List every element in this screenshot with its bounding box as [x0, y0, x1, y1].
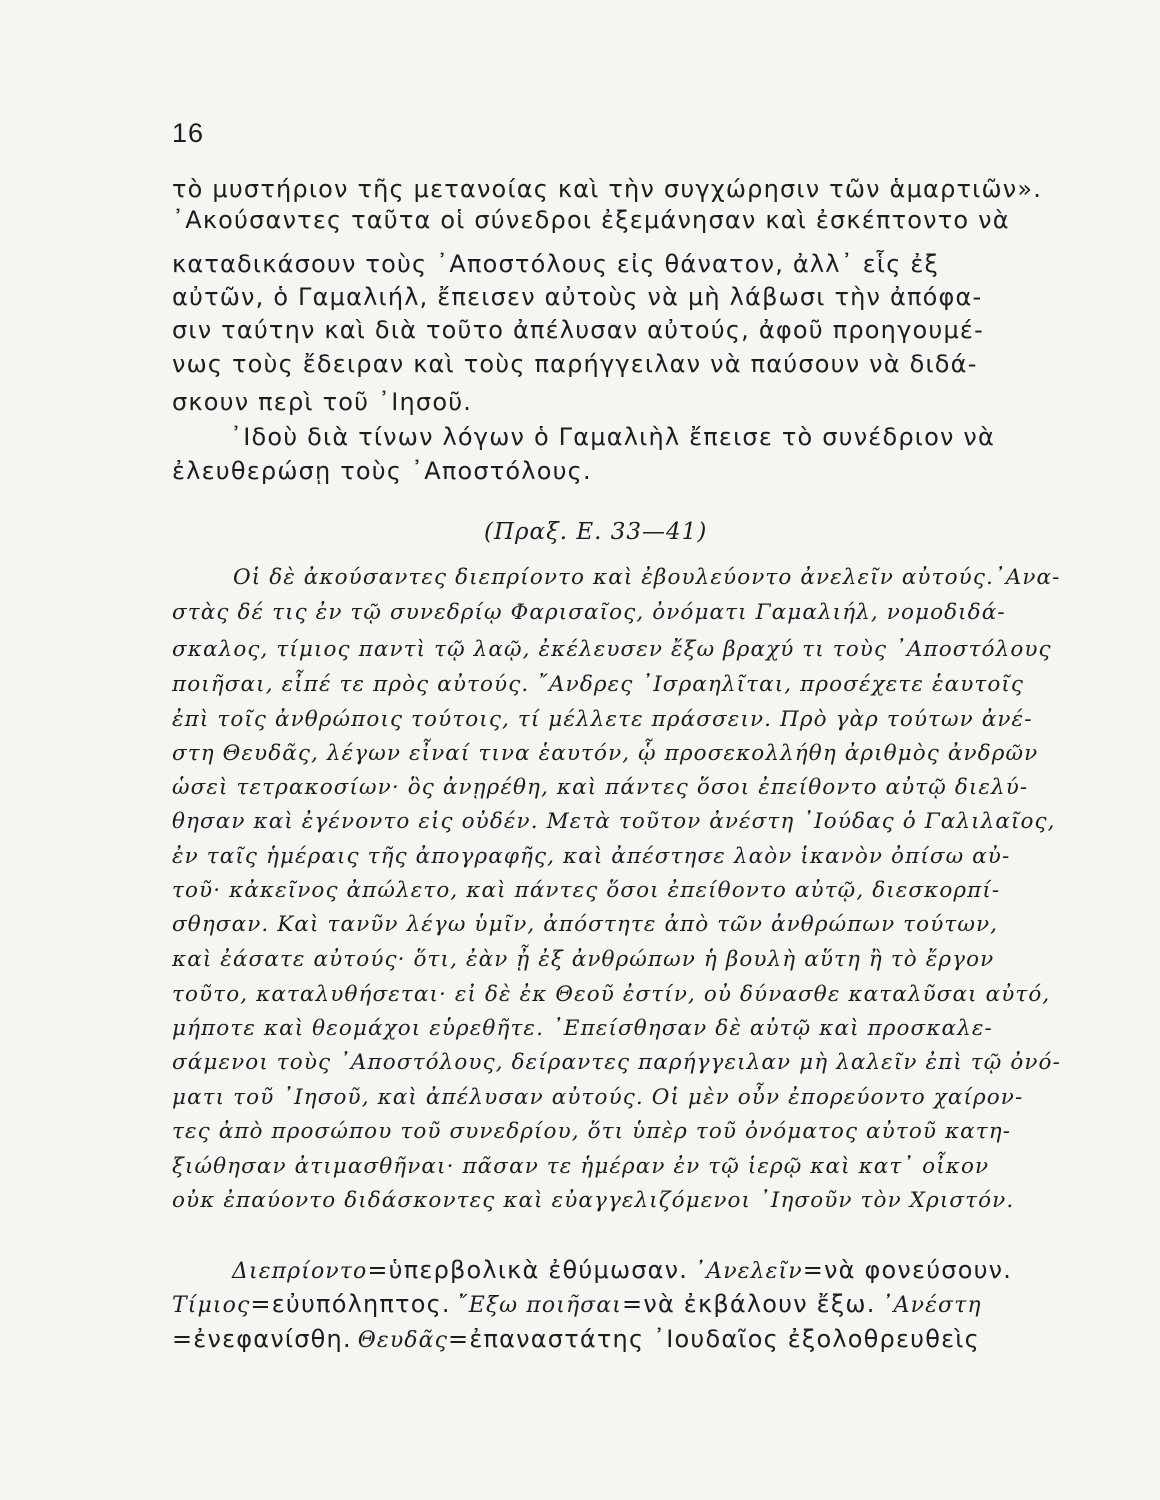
glossary-term: ᾿Ανέστη	[881, 1293, 982, 1318]
scripture-line: ποιῆσαι, εἶπέ τε πρὸς αὐτούς. ῎Ανδρες ᾿Ισραηλῖται, προσέχετε ἑαυτοῖς	[172, 672, 1025, 697]
scripture-line: στὰς δέ τις ἐν τῷ συνεδρίῳ Φαρισαῖος, ὀνόματι Γαμαλιήλ, νομοδιδά-	[172, 600, 1006, 625]
scripture-line: καὶ ἐάσατε αὐτούς· ὅτι, ἐὰν ᾖ ἐξ ἀνθρώπων ἡ βουλὴ αὕτη ἢ τὸ ἔργον	[172, 947, 995, 972]
body-line: σιν ταύτην καὶ διὰ τοῦτο ἀπέλυσαν αὐτούς, ἀφοῦ προηγουμέ-	[172, 316, 984, 344]
glossary-definition: =νὰ ἐκβάλουν ἔξω.	[622, 1290, 876, 1318]
scripture-line: τες ἀπὸ προσώπου τοῦ συνεδρίου, ὅτι ὑπὲρ τοῦ ὀνόματος αὐτοῦ κατη-	[172, 1119, 1012, 1144]
body-line: σκουν περὶ τοῦ ᾿Ιησοῦ.	[172, 388, 473, 416]
glossary-term: Τίμιος	[172, 1293, 251, 1318]
glossary-definition: =νὰ φονεύσουν.	[802, 1256, 1013, 1284]
body-line: νως τοὺς ἔδειραν καὶ τοὺς παρήγγειλαν νὰ παύσουν νὰ διδά-	[172, 350, 978, 378]
body-line: τὸ μυστήριον τῆς μετανοίας καὶ τὴν συγχώρησιν τῶν ἁμαρτιῶν».	[172, 175, 1043, 203]
body-line: καταδικάσουν τοὺς ᾿Αποστόλους εἰς θάνατον, ἀλλ᾿ εἷς ἐξ	[172, 250, 940, 278]
body-line: ᾿Ιδοὺ διὰ τίνων λόγων ὁ Γαμαλιὴλ ἔπεισε τὸ συνέδριον νὰ	[230, 423, 996, 451]
scripture-line: οὐκ ἐπαύοντο διδάσκοντες καὶ εὐαγγελιζόμενοι ᾿Ιησοῦν τὸν Χριστόν.	[172, 1188, 1015, 1213]
page-number: 16	[172, 118, 205, 148]
glossary-line	[232, 1258, 1012, 1283]
glossary-line	[172, 1292, 982, 1317]
glossary-term: ᾿Ανελεῖν	[694, 1259, 803, 1284]
body-line: αὐτῶν, ὁ Γαμαλιήλ, ἔπεισεν αὐτοὺς νὰ μὴ λάβωσι τὴν ἀπόφα-	[172, 283, 983, 311]
glossary-definition: =ὑπερβολικὰ ἐθύμωσαν.	[367, 1256, 689, 1284]
glossary-term: Διεπρίοντο	[232, 1259, 368, 1284]
scripture-line: σάμενοι τοὺς ᾿Αποστόλους, δείραντες παρήγγειλαν μὴ λαλεῖν ἐπὶ τῷ ὀνό-	[172, 1050, 1061, 1075]
glossary-term: ῎Εξω ποιῆσαι	[456, 1293, 623, 1318]
scripture-line: ἐν ταῖς ἡμέραις τῆς ἀπογραφῆς, καὶ ἀπέστησε λαὸν ἱκανὸν ὀπίσω αὐ-	[172, 844, 1011, 869]
scripture-line: ἐπὶ τοῖς ἀνθρώποις τούτοις, τί μέλλετε πράσσειν. Πρὸ γὰρ τούτων ἀνέ-	[172, 707, 1033, 732]
scripture-line: ματι τοῦ ᾿Ιησοῦ, καὶ ἀπέλυσαν αὐτούς. Οἱ μὲν οὖν ἐπορεύοντο χαίρον-	[172, 1085, 1024, 1110]
scripture-line: μήποτε καὶ θεομάχοι εὑρεθῆτε. ᾿Επείσθησαν δὲ αὐτῷ καὶ προσκαλε-	[172, 1016, 993, 1041]
scripture-line: στη Θευδᾶς, λέγων εἶναί τινα ἑαυτόν, ᾧ προσεκολλήθη ἀριθμὸς ἀνδρῶν	[172, 741, 1039, 766]
scripture-line: τοῦ· κἀκεῖνος ἀπώλετο, καὶ πάντες ὅσοι ἐπείθοντο αὐτῷ, διεσκορπί-	[172, 878, 1001, 903]
scripture-line: σκαλος, τίμιος παντὶ τῷ λαῷ, ἐκέλευσεν ἔξω βραχύ τι τοὺς ᾿Αποστόλους	[172, 637, 1052, 662]
scripture-line: ξιώθησαν ἀτιμασθῆναι· πᾶσαν τε ἡμέραν ἐν τῷ ἱερῷ καὶ κατ᾿ οἶκον	[172, 1154, 990, 1179]
scripture-reference: (Πραξ. Ε. 33—41)	[484, 519, 708, 545]
glossary-term: Θευδᾶς	[357, 1328, 449, 1353]
glossary-definition: =εὐυπόληπτος.	[250, 1290, 451, 1318]
glossary-definition: =ἐπαναστάτης ᾿Ιουδαῖος ἐξολοθρευθεὶς	[448, 1325, 980, 1353]
scripture-line: θησαν καὶ ἐγένοντο εἰς οὐδέν. Μετὰ τοῦτον ἀνέστη ᾿Ιούδας ὁ Γαλιλαῖος,	[172, 809, 1056, 834]
glossary-definition: =ἐνεφανίσθη.	[172, 1325, 352, 1353]
body-line: ᾿Ακούσαντες ταῦτα οἱ σύνεδροι ἐξεμάνησαν καὶ ἐσκέπτοντο νὰ	[172, 206, 1010, 234]
scripture-line: Οἱ δὲ ἀκούσαντες διεπρίοντο καὶ ἐβουλεύοντο ἀνελεῖν αὐτούς.᾿Ανα-	[233, 565, 1061, 590]
scripture-line: τοῦτο, καταλυθήσεται· εἰ δὲ ἐκ Θεοῦ ἐστίν, οὐ δύνασθε καταλῦσαι αὐτό,	[172, 982, 1051, 1007]
body-line: ἐλευθερώσῃ τοὺς ᾿Αποστόλους.	[172, 457, 592, 485]
scripture-line: ὡσεὶ τετρακοσίων· ὃς ἀνῃρέθη, καὶ πάντες ὅσοι ἐπείθοντο αὐτῷ διελύ-	[172, 775, 1029, 800]
scripture-line: σθησαν. Καὶ τανῦν λέγω ὑμῖν, ἀπόστητε ἀπὸ τῶν ἀνθρώπων τούτων,	[172, 912, 999, 937]
glossary-line	[172, 1327, 980, 1352]
